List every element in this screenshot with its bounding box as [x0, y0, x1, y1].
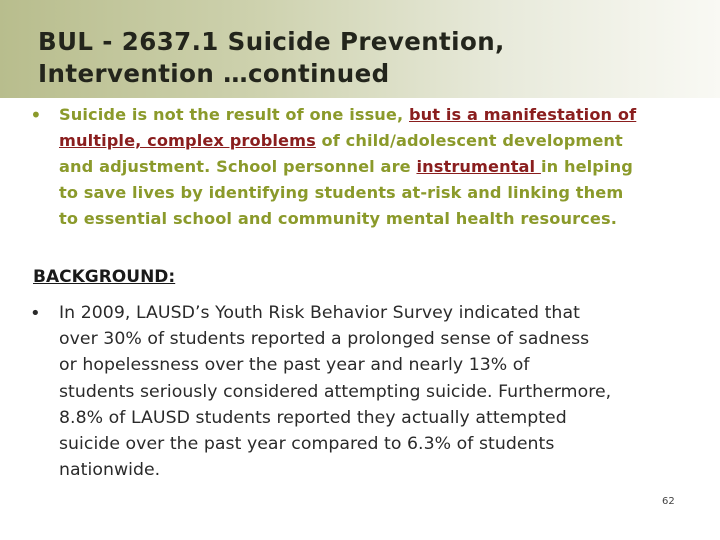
intro-text: School personnel are: [210, 157, 417, 176]
intro-line: [59, 154, 709, 180]
slide-title-line1: BUL - 2637.1 Suicide Prevention,: [38, 27, 505, 56]
intro-line: [59, 102, 709, 128]
intro-line: [59, 128, 709, 154]
bullet-icon: •: [30, 303, 41, 324]
bullet-icon: •: [30, 103, 42, 127]
slide-title-line2: Intervention …continued: [38, 59, 390, 88]
intro-text: in helping: [540, 157, 633, 176]
background-line: or hopelessness over the past year and nearly 13% of: [59, 355, 530, 376]
background-line: In 2009, LAUSD’s Youth Risk Behavior Survey indicated that: [59, 303, 580, 323]
intro-text: and adjustment.: [59, 157, 211, 176]
intro-line: to save lives by identifying students at-risk and linking them: [59, 183, 624, 202]
intro-line: to essential school and community mental health resources.: [59, 209, 617, 228]
background-heading: BACKGROUND:: [33, 267, 176, 287]
title-banner: [0, 0, 720, 98]
intro-emphasis: instrumental: [416, 157, 541, 176]
intro-text: Suicide is not the result of one issue,: [59, 105, 409, 124]
background-paragraph: [59, 300, 709, 483]
background-line: 8.8% of LAUSD students reported they actually attempted: [59, 407, 567, 428]
page-number: 62: [662, 496, 675, 507]
background-line: nationwide.: [59, 460, 161, 481]
background-line: over 30% of students reported a prolonged sense of sadness: [59, 329, 590, 350]
intro-emphasis: but is a manifestation of: [409, 105, 637, 124]
slide-title: [38, 26, 505, 90]
intro-text: of child/adolescent development: [315, 131, 623, 150]
background-line: suicide over the past year compared to 6.3% of students: [59, 434, 555, 455]
intro-emphasis: multiple, complex problems: [59, 131, 316, 150]
intro-paragraph: [59, 102, 709, 232]
background-line: students seriously considered attempting suicide. Furthermore,: [59, 381, 612, 402]
